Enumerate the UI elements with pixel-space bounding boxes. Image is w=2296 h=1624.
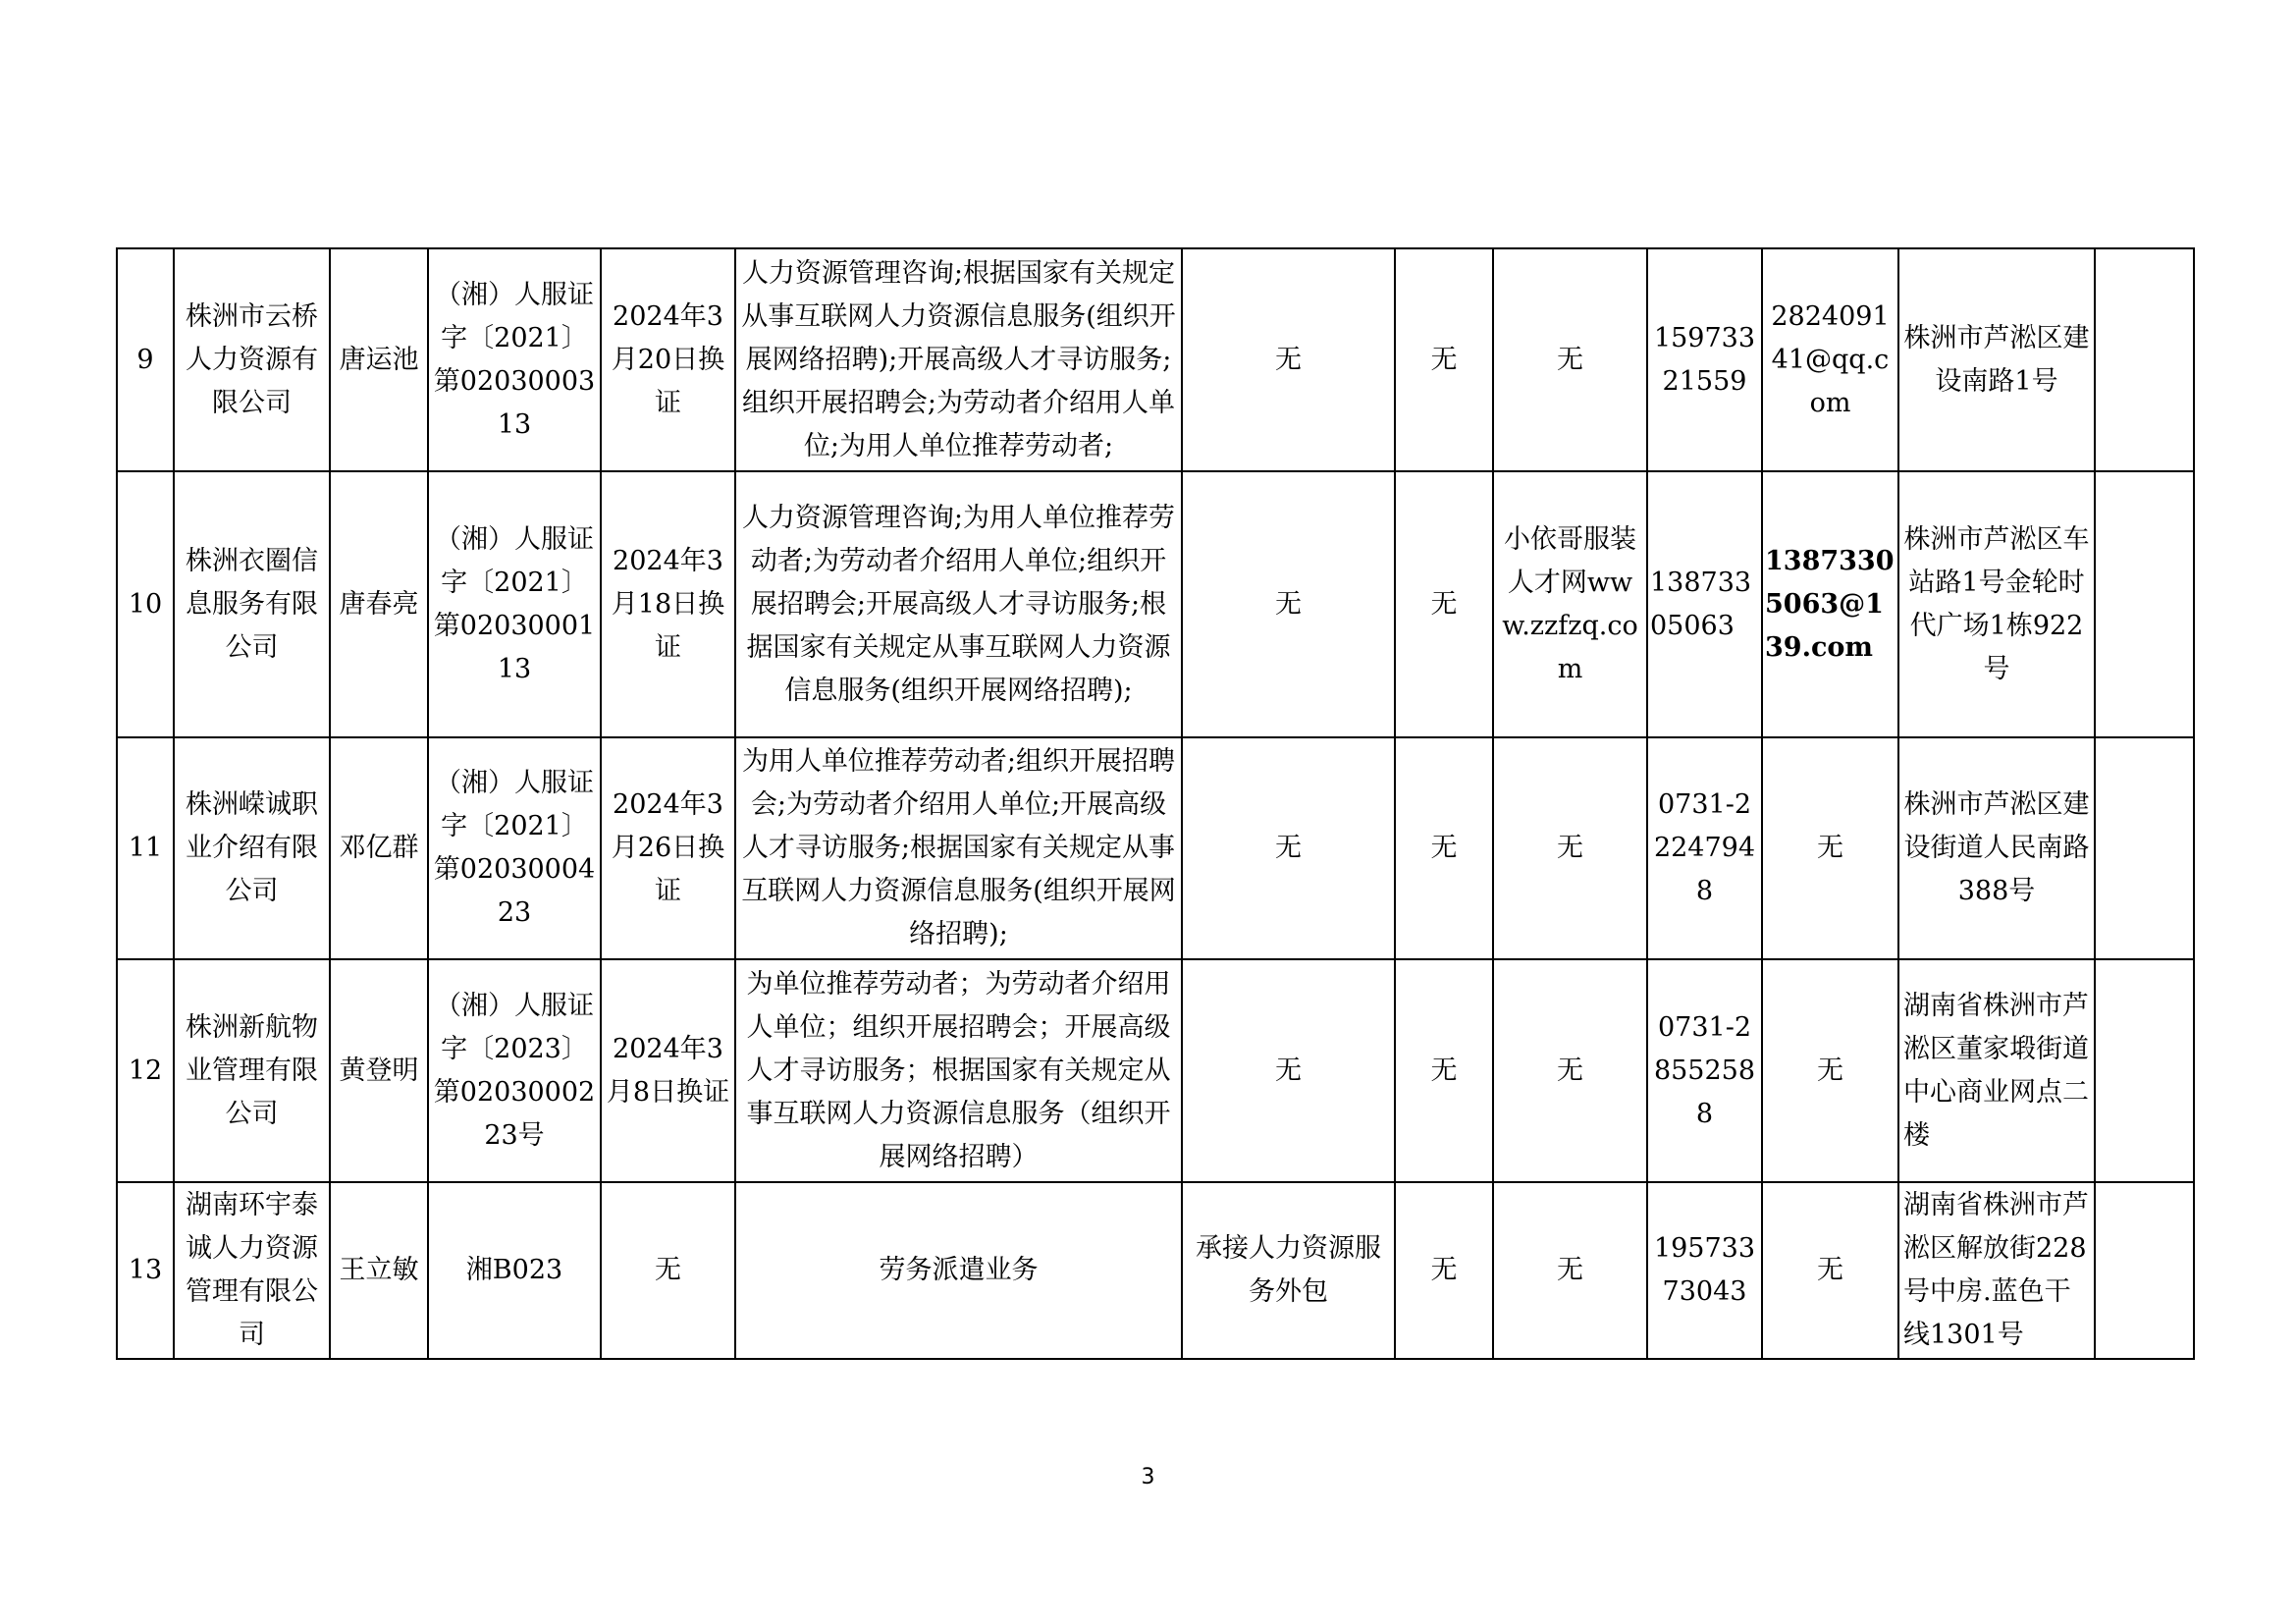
email: 无 — [1762, 959, 1898, 1182]
remark — [2095, 248, 2194, 471]
website: 无 — [1493, 1182, 1647, 1359]
issue-date: 无 — [601, 1182, 735, 1359]
phone: 19573373043 — [1647, 1182, 1762, 1359]
column-7-value: 无 — [1395, 737, 1493, 959]
license-number: （湘）人服证字〔2023〕第0203000223号 — [428, 959, 601, 1182]
registry-table — [116, 247, 2195, 1360]
address: 株洲市芦淞区建设南路1号 — [1898, 248, 2095, 471]
issue-date: 2024年3月20日换证 — [601, 248, 735, 471]
phone: 15973321559 — [1647, 248, 1762, 471]
column-7-value: 无 — [1395, 248, 1493, 471]
row-number: 10 — [117, 471, 174, 737]
email: 无 — [1762, 737, 1898, 959]
column-7-value: 无 — [1395, 1182, 1493, 1359]
company-name: 株洲嵘诚职业介绍有限公司 — [174, 737, 330, 959]
legal-person: 黄登明 — [330, 959, 428, 1182]
address: 株洲市芦淞区建设街道人民南路388号 — [1898, 737, 2095, 959]
license-number: （湘）人服证字〔2021〕第0203000423 — [428, 737, 601, 959]
phone: 13873305063 — [1647, 471, 1762, 737]
business-scope: 劳务派遣业务 — [735, 1182, 1182, 1359]
issue-date: 2024年3月18日换证 — [601, 471, 735, 737]
address: 湖南省株洲市芦淞区董家塅街道中心商业网点二楼 — [1898, 959, 2095, 1182]
phone: 0731-22247948 — [1647, 737, 1762, 959]
email: 无 — [1762, 1182, 1898, 1359]
address: 株洲市芦淞区车站路1号金轮时代广场1栋922号 — [1898, 471, 2095, 737]
legal-person: 唐运池 — [330, 248, 428, 471]
column-7-value: 无 — [1395, 959, 1493, 1182]
other-business: 无 — [1182, 959, 1395, 1182]
row-number: 9 — [117, 248, 174, 471]
table-row — [117, 737, 2194, 959]
column-7-value: 无 — [1395, 471, 1493, 737]
address: 湖南省株洲市芦淞区解放街228号中房.蓝色干线1301号 — [1898, 1182, 2095, 1359]
table-body — [117, 248, 2194, 1359]
website: 小依哥服装人才网www.zzfzq.com — [1493, 471, 1647, 737]
email: 13873305063@139.com — [1762, 471, 1898, 737]
license-number: （湘）人服证字〔2021〕第0203000113 — [428, 471, 601, 737]
remark — [2095, 959, 2194, 1182]
business-scope: 为用人单位推荐劳动者;组织开展招聘会;为劳动者介绍用人单位;开展高级人才寻访服务;根据国家有关规定从事互联网人力资源信息服务(组织开展网络招聘); — [735, 737, 1182, 959]
phone: 0731-28552588 — [1647, 959, 1762, 1182]
license-number: 湘B023 — [428, 1182, 601, 1359]
website: 无 — [1493, 737, 1647, 959]
issue-date: 2024年3月8日换证 — [601, 959, 735, 1182]
other-business: 承接人力资源服务外包 — [1182, 1182, 1395, 1359]
table-row — [117, 471, 2194, 737]
row-number: 11 — [117, 737, 174, 959]
table-row — [117, 248, 2194, 471]
license-number: （湘）人服证字〔2021〕第0203000313 — [428, 248, 601, 471]
business-scope: 人力资源管理咨询;根据国家有关规定从事互联网人力资源信息服务(组织开展网络招聘);开展高级人才寻访服务;组织开展招聘会;为劳动者介绍用人单位;为用人单位推荐劳动者; — [735, 248, 1182, 471]
email: 282409141@qq.com — [1762, 248, 1898, 471]
table-row — [117, 1182, 2194, 1359]
company-name: 株洲衣圈信息服务有限公司 — [174, 471, 330, 737]
other-business: 无 — [1182, 248, 1395, 471]
legal-person: 王立敏 — [330, 1182, 428, 1359]
remark — [2095, 1182, 2194, 1359]
company-name: 株洲市云桥人力资源有限公司 — [174, 248, 330, 471]
business-scope: 为单位推荐劳动者；为劳动者介绍用人单位；组织开展招聘会；开展高级人才寻访服务；根据国家有关规定从事互联网人力资源信息服务（组织开展网络招聘） — [735, 959, 1182, 1182]
remark — [2095, 737, 2194, 959]
remark — [2095, 471, 2194, 737]
row-number: 13 — [117, 1182, 174, 1359]
other-business: 无 — [1182, 471, 1395, 737]
legal-person: 唐春亮 — [330, 471, 428, 737]
company-name: 湖南环宇泰诚人力资源管理有限公司 — [174, 1182, 330, 1359]
table-row — [117, 959, 2194, 1182]
website: 无 — [1493, 248, 1647, 471]
issue-date: 2024年3月26日换证 — [601, 737, 735, 959]
other-business: 无 — [1182, 737, 1395, 959]
company-name: 株洲新航物业管理有限公司 — [174, 959, 330, 1182]
website: 无 — [1493, 959, 1647, 1182]
business-scope: 人力资源管理咨询;为用人单位推荐劳动者;为劳动者介绍用人单位;组织开展招聘会;开展高级人才寻访服务;根据国家有关规定从事互联网人力资源信息服务(组织开展网络招聘); — [735, 471, 1182, 737]
page-number: 3 — [1141, 1465, 1155, 1489]
row-number: 12 — [117, 959, 174, 1182]
legal-person: 邓亿群 — [330, 737, 428, 959]
